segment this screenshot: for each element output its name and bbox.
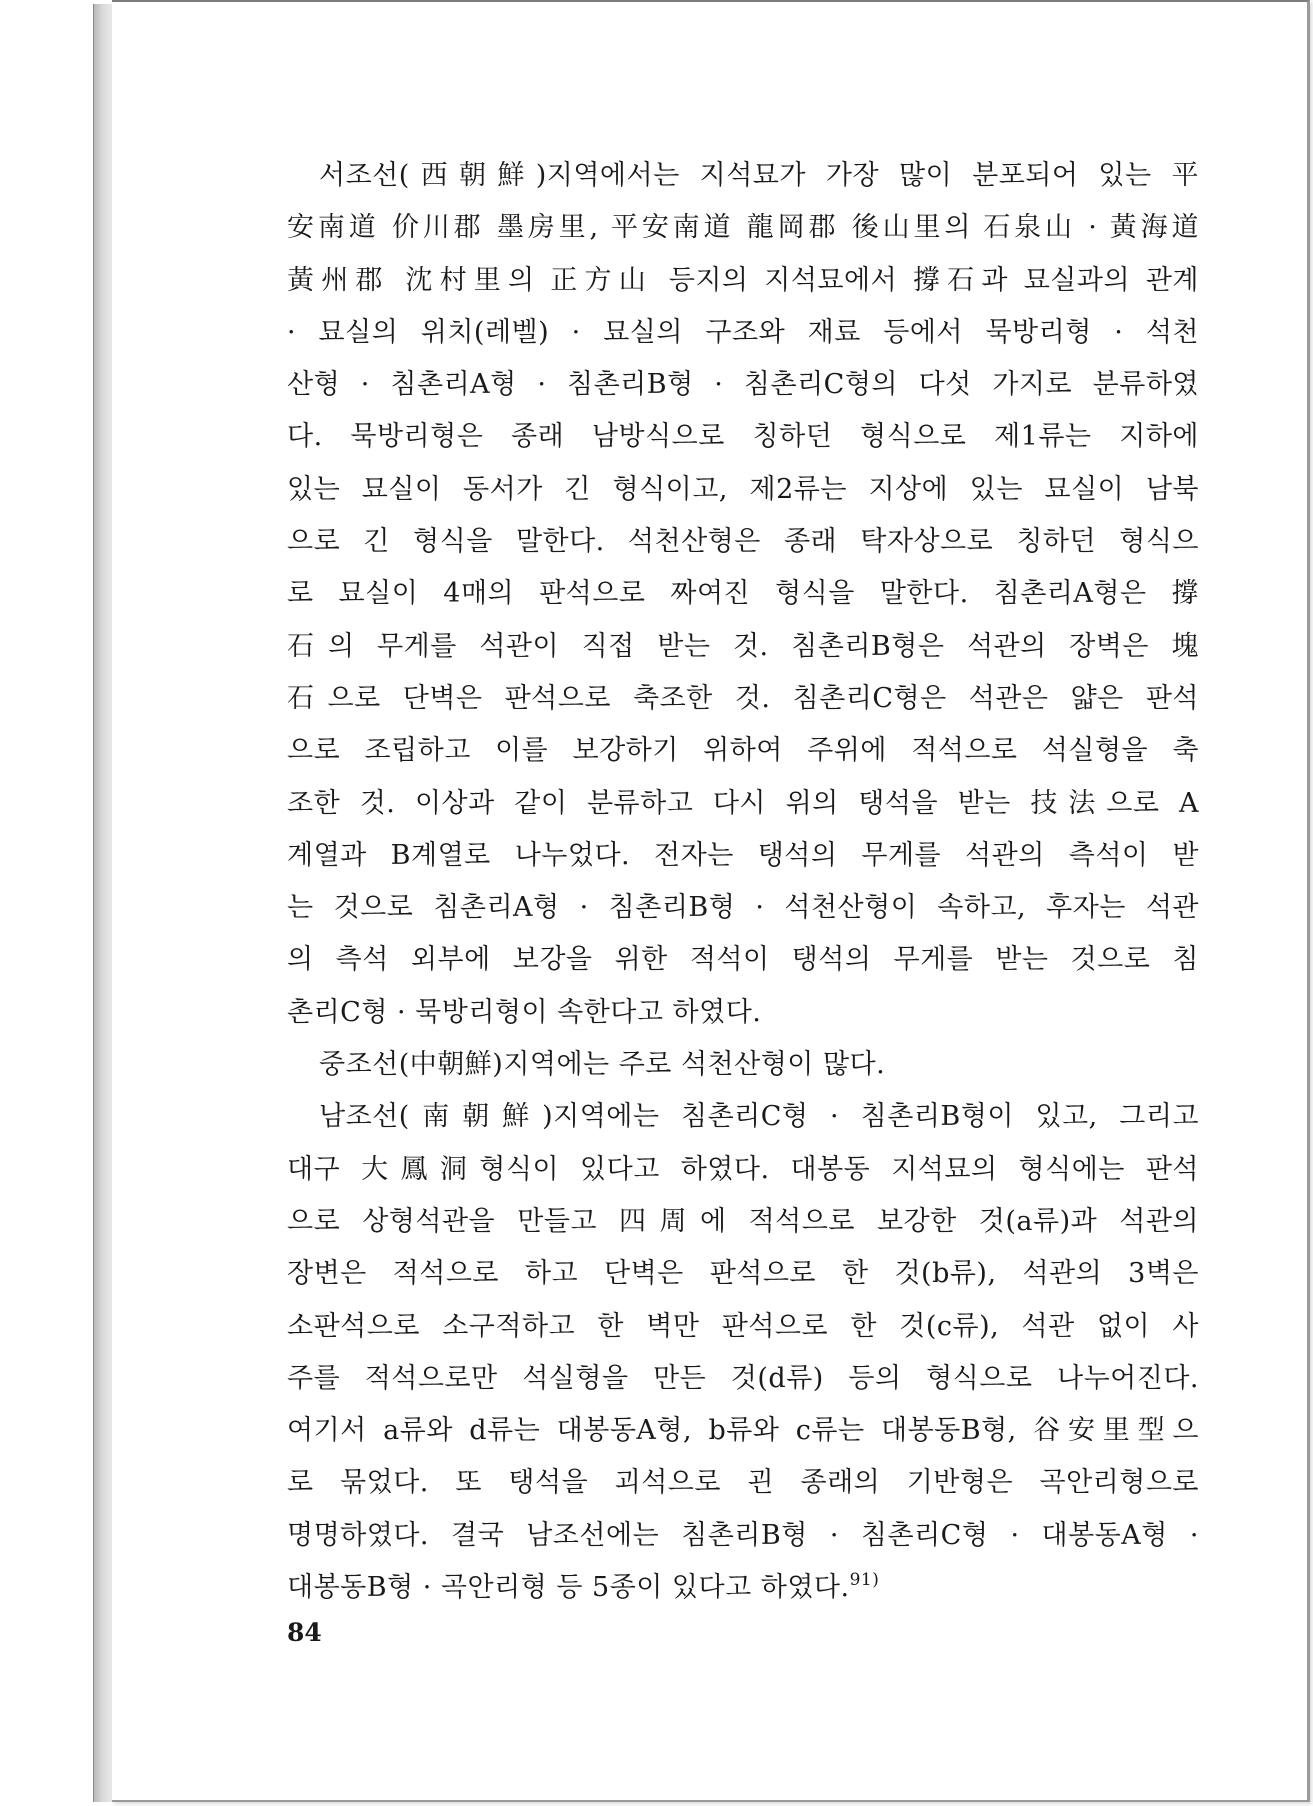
paragraph-3 xyxy=(287,1091,1199,1614)
text-line: 石의 무게를 석관이 직접 받는 것. 침촌리B형은 석관의 장벽은 塊 xyxy=(287,630,1199,662)
text-line: 여기서 a류와 d류는 대봉동A형, b류와 c류는 대봉동B형, 谷安里型으 xyxy=(287,1415,1199,1447)
text-line: 黃州郡 沈村里의 正方山 등지의 지석묘에서 撐石과 묘실과의 관계 xyxy=(287,264,1199,296)
footnote-reference[interactable]: 91) xyxy=(849,1570,880,1591)
text-line: 남조선(南朝鮮)지역에는 침촌리C형 · 침촌리B형이 있고, 그리고 xyxy=(319,1101,1199,1133)
text-line: 있는 묘실이 동서가 긴 형식이고, 제2류는 지상에 있는 묘실이 남북 xyxy=(287,473,1199,505)
text-line: 조한 것. 이상과 같이 분류하고 다시 위의 탱석을 받는 技法으로 A xyxy=(287,787,1199,819)
text-line: 촌리C형 · 묵방리형이 속한다고 하였다. xyxy=(287,996,762,1028)
text-line: 명명하였다. 결국 남조선에는 침촌리B형 · 침촌리C형 · 대봉동A형 · xyxy=(287,1519,1199,1551)
text-line-content: 대봉동B형 · 곡안리형 등 5종이 있다고 하였다. xyxy=(287,1572,850,1604)
text-line: 로 묶었다. 또 탱석을 괴석으로 괸 종래의 기반형은 곡안리형으로 xyxy=(287,1467,1199,1499)
text-line: 주를 적석으로만 석실형을 만든 것(d류) 등의 형식으로 나누어진다. xyxy=(287,1362,1199,1394)
text-line-with-footnote xyxy=(287,1562,1199,1614)
text-line: 는 것으로 침촌리A형 · 침촌리B형 · 석천산형이 속하고, 후자는 석관 xyxy=(287,892,1199,924)
book-edge xyxy=(93,4,114,1802)
text-line: 계열과 B계열로 나누었다. 전자는 탱석의 무게를 석관의 측석이 받 xyxy=(287,839,1199,871)
text-line: 으로 조립하고 이를 보강하기 위하여 주위에 적석으로 석실형을 축 xyxy=(287,735,1199,767)
text-line: 대구 大鳳洞형식이 있다고 하였다. 대봉동 지석묘의 형식에는 판석 xyxy=(287,1153,1199,1185)
text-line: 중조선(中朝鮮)지역에는 주로 석천산형이 많다. xyxy=(319,1049,886,1081)
page-number: 84 xyxy=(287,1618,322,1647)
text-line: 로 묘실이 4매의 판석으로 짜여진 형식을 말한다. 침촌리A형은 撐 xyxy=(287,578,1199,610)
text-line: 으로 긴 형식을 말한다. 석천산형은 종래 탁자상으로 칭하던 형식으 xyxy=(287,526,1199,558)
text-line: · 묘실의 위치(레벨) · 묘실의 구조와 재료 등에서 묵방리형 · 석천 xyxy=(287,316,1199,348)
text-line: 다. 묵방리형은 종래 남방식으로 칭하던 형식으로 제1류는 지하에 xyxy=(287,421,1199,453)
text-line: 소판석으로 소구적하고 한 벽만 판석으로 한 것(c류), 석관 없이 사 xyxy=(287,1310,1199,1342)
paragraph-2 xyxy=(287,1039,1199,1091)
text-line: 의 측석 외부에 보강을 위한 적석이 탱석의 무게를 받는 것으로 침 xyxy=(287,944,1199,976)
text-line: 安南道 价川郡 墨房里, 平安南道 龍岡郡 後山里의 石泉山 · 黃海道 xyxy=(287,212,1199,244)
body-text xyxy=(287,150,1199,1614)
text-line: 장변은 적석으로 하고 단벽은 판석으로 한 것(b류), 석관의 3벽은 xyxy=(287,1258,1199,1290)
paragraph-1 xyxy=(287,150,1199,1039)
text-line: 서조선(西朝鮮)지역에서는 지석묘가 가장 많이 분포되어 있는 平 xyxy=(319,160,1199,191)
text-line: 石으로 단벽은 판석으로 축조한 것. 침촌리C형은 석관은 얇은 판석 xyxy=(287,682,1199,714)
text-line: 산형 · 침촌리A형 · 침촌리B형 · 침촌리C형의 다섯 가지로 분류하였 xyxy=(287,369,1199,401)
text-line: 으로 상형석관을 만들고 四周에 적석으로 보강한 것(a류)과 석관의 xyxy=(287,1205,1199,1237)
